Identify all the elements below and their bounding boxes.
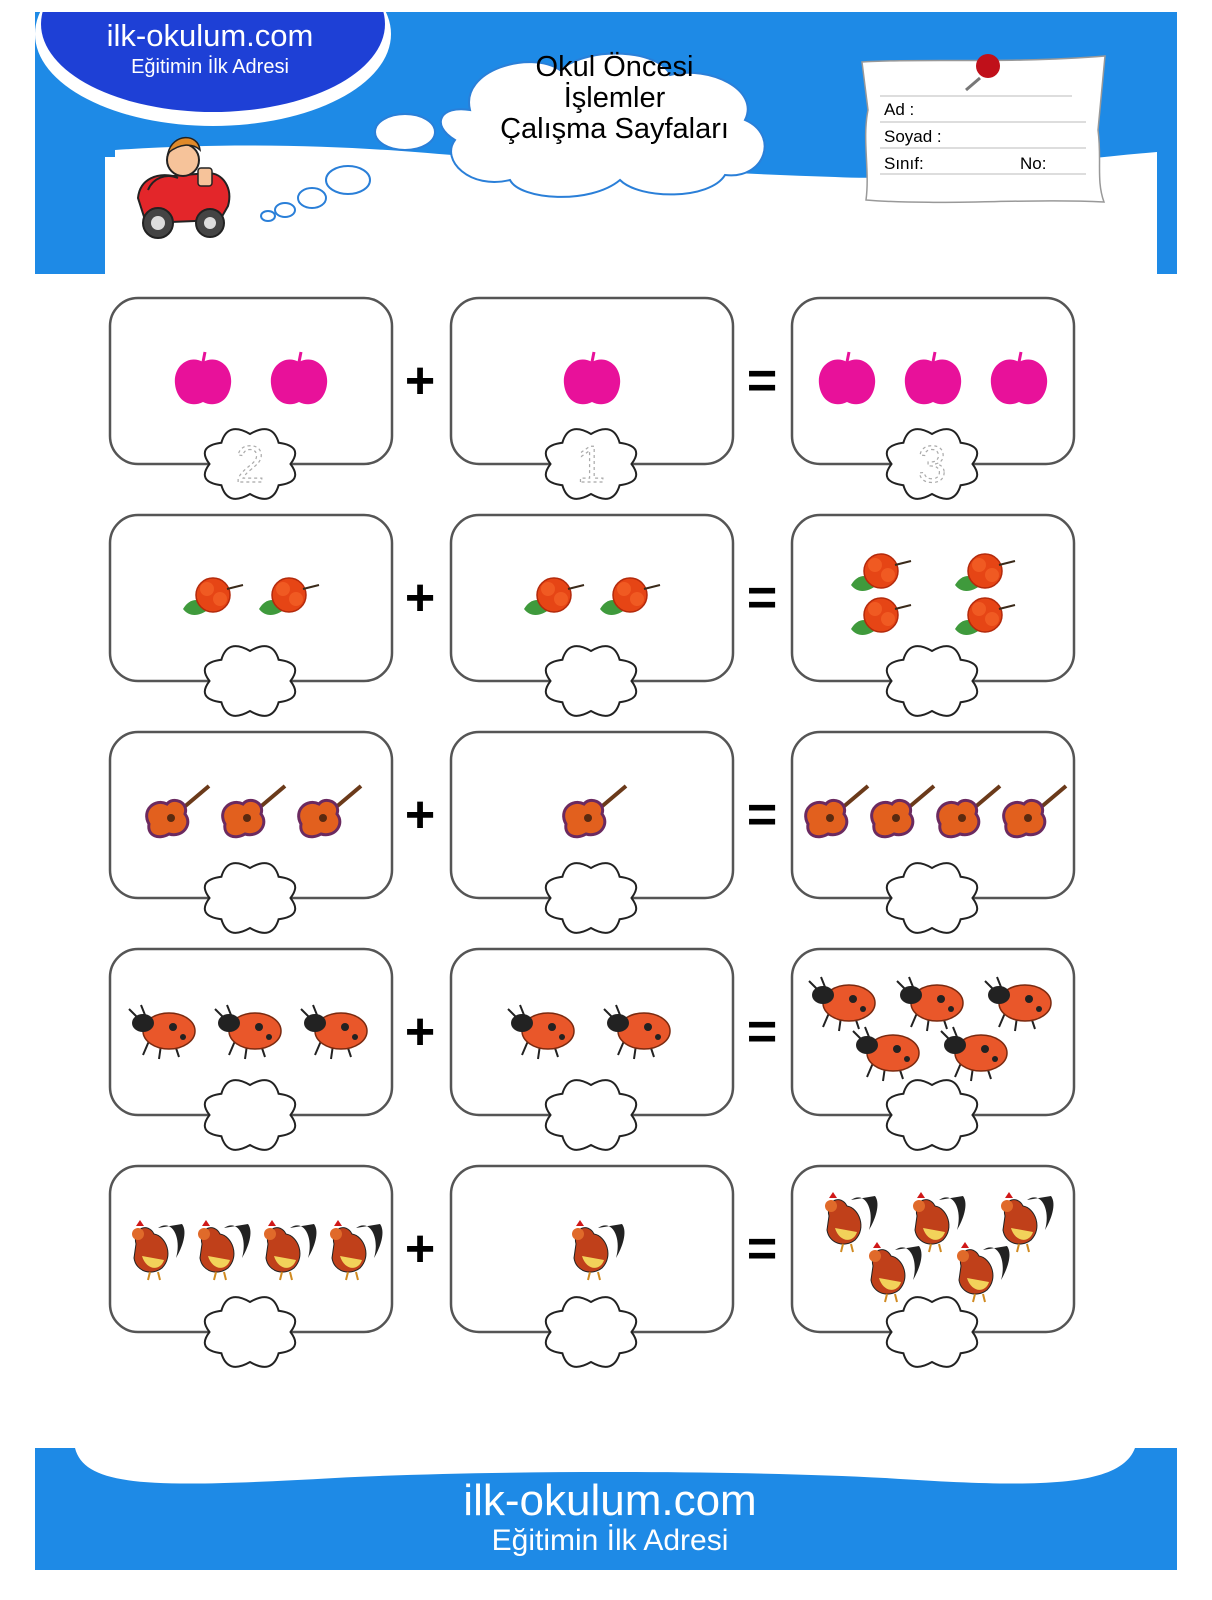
equals-sign: = [746,569,778,627]
title-line-3: Çalışma Sayfaları [500,113,729,145]
cartoon-car-icon [128,128,238,248]
traced-answer-digit: 3 [917,436,947,494]
class-field-label: Sınıf: [884,154,924,173]
plus-sign: + [404,1220,436,1278]
problem-row-5 [110,1166,1074,1367]
worksheet-title [462,52,767,145]
footer-site-name[interactable]: ilk-okulum.com [463,1476,757,1525]
title-line-1: Okul Öncesi [535,51,694,83]
equals-sign: = [746,352,778,410]
plus-sign: + [404,569,436,627]
addition-problems [0,280,1212,1410]
traced-answer-digit: 1 [576,436,606,494]
problem-row-3 [110,732,1074,933]
footer-tagline: Eğitimin İlk Adresi [491,1524,729,1557]
equals-sign: = [746,786,778,844]
surname-field-label: Soyad : [884,127,942,146]
plus-sign: + [404,352,436,410]
plus-sign: + [404,1003,436,1061]
equals-sign: = [746,1003,778,1061]
header-site-name[interactable]: ilk-okulum.com [106,18,314,53]
problem-row-1 [110,298,1074,499]
plus-sign: + [404,786,436,844]
header-tagline: Eğitimin İlk Adresi [131,56,289,78]
problem-row-2 [110,515,1074,716]
number-field-label: No: [1020,154,1047,173]
equals-sign: = [746,1220,778,1278]
traced-answer-digit: 2 [235,436,265,494]
name-field-label: Ad : [884,100,915,119]
problem-row-4 [110,949,1074,1150]
title-line-2: İşlemler [563,82,666,114]
